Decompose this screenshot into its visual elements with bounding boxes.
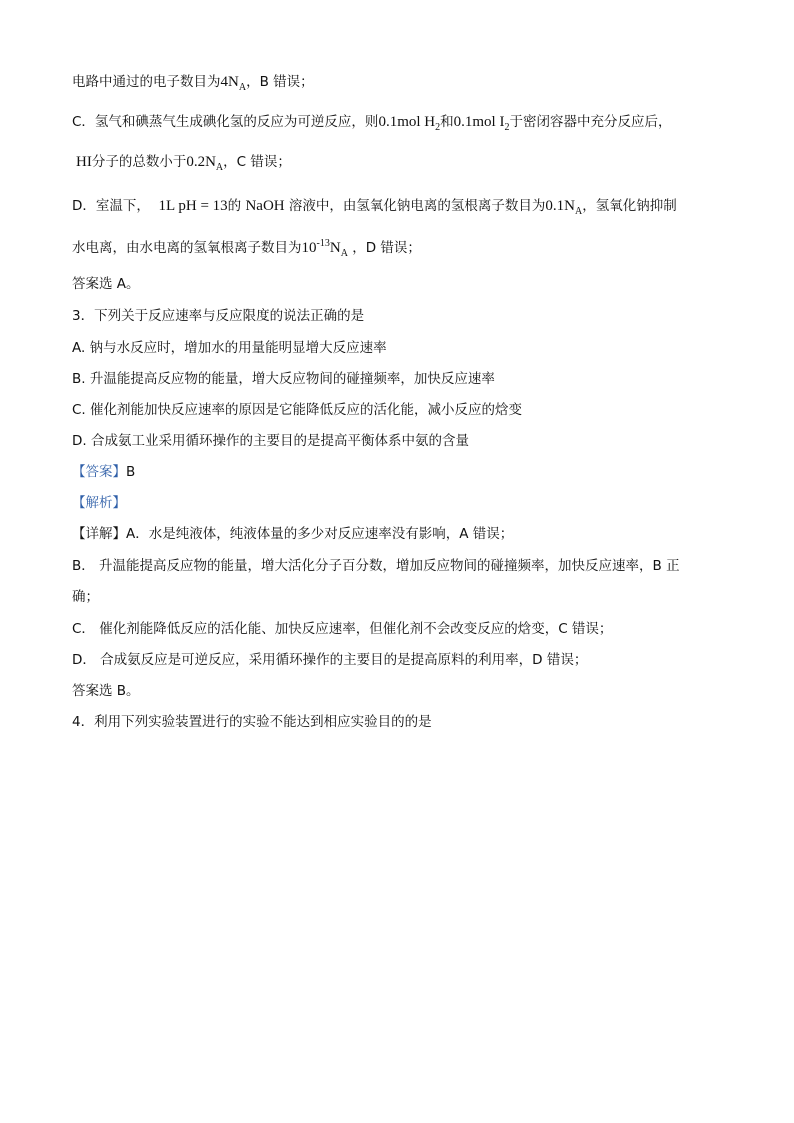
text: 答案选 A。 bbox=[72, 276, 140, 292]
math-i2: 0.1mol I bbox=[453, 114, 505, 130]
text: D． 合成氨反应是可逆反应，采用循环操作的主要目的是提高原料的利用率，D 错误； bbox=[72, 652, 588, 668]
text: C．氢气和碘蒸气生成碘化氢的反应为可逆反应，则 bbox=[72, 114, 379, 130]
text: 的 bbox=[227, 198, 242, 214]
q3-option-a bbox=[72, 338, 387, 358]
math-4na: 4N bbox=[220, 74, 239, 90]
math-subscript: A bbox=[340, 248, 348, 259]
q3-answer-tag-line bbox=[72, 462, 135, 482]
text: D．室温下， bbox=[72, 198, 150, 214]
text: D. 合成氨工业采用循环操作的主要目的是提高平衡体系中氨的含量 bbox=[72, 433, 469, 449]
text: ，C 错误； bbox=[223, 154, 291, 170]
math-superscript: -13 bbox=[316, 238, 330, 249]
math-subscript: 2 bbox=[504, 122, 510, 133]
math-0-2na: 0.2N bbox=[186, 154, 216, 170]
text: 3．下列关于反应速率与反应限度的说法正确的是 bbox=[72, 308, 365, 324]
text: 和 bbox=[440, 114, 454, 130]
q4-stem bbox=[72, 712, 432, 732]
text: 水电离，由水电离的氢氧根离子数目为 bbox=[72, 240, 302, 256]
q3-stem bbox=[72, 306, 364, 326]
q3-detail-c bbox=[72, 619, 612, 639]
q3-option-c bbox=[72, 400, 522, 420]
text: C． 催化剂能降低反应的活化能、加快反应速率，但催化剂不会改变反应的焓变，C 错误； bbox=[72, 621, 613, 637]
detail-tag: 【详解】 bbox=[72, 526, 126, 542]
q2-answer-line bbox=[72, 274, 140, 294]
q3-detail-d bbox=[72, 650, 587, 670]
text: 确； bbox=[72, 589, 99, 605]
text: 4．利用下列实验装置进行的实验不能达到相应实验目的的是 bbox=[72, 714, 432, 730]
text: B. 升温能提高反应物的能量，增大反应物间的碰撞频率，加快反应速率 bbox=[72, 371, 495, 387]
q3-analysis-tag-line bbox=[72, 493, 126, 513]
q3-detail-b-line1 bbox=[72, 556, 680, 576]
text: 于密闭容器中充分反应后， bbox=[509, 114, 672, 130]
text: ，B 错误； bbox=[246, 74, 314, 90]
math-subscript: 2 bbox=[435, 122, 441, 133]
math-subscript: A bbox=[238, 82, 247, 93]
text: ，氢氧化钠抑制 bbox=[582, 198, 677, 214]
answer-tag: 【答案】 bbox=[72, 464, 126, 480]
answer-value: B bbox=[126, 464, 136, 480]
math-subscript: A bbox=[575, 206, 583, 217]
text: 分子的总数小于 bbox=[91, 154, 187, 170]
text: C. 催化剂能加快反应速率的原因是它能降低反应的活化能，减小反应的焓变 bbox=[72, 402, 523, 418]
math-subscript: A bbox=[215, 162, 224, 173]
text: A．水是纯液体，纯液体量的多少对反应速率没有影响，A 错误； bbox=[126, 526, 514, 542]
text: B． 升温能提高反应物的能量，增大活化分子百分数，增加反应物间的碰撞频率，加快反应速率，B 正 bbox=[72, 558, 680, 574]
q2-option-d-explanation-line2 bbox=[72, 238, 421, 260]
text: 电路中通过的电子数目为 bbox=[72, 74, 221, 90]
q2-option-c-explanation-line1 bbox=[72, 112, 671, 134]
q2-option-c-explanation-line2 bbox=[76, 152, 291, 174]
math-h2: 0.1mol H bbox=[378, 114, 436, 130]
math-0-1na: 0.1N bbox=[545, 198, 575, 214]
math-10-13: 10 bbox=[301, 240, 317, 256]
q2-option-b-explanation bbox=[72, 72, 314, 94]
q3-detail-a bbox=[72, 524, 513, 544]
text: ，D 错误； bbox=[352, 240, 421, 256]
text: 答案选 B。 bbox=[72, 683, 140, 699]
math-n: N bbox=[329, 240, 341, 256]
analysis-tag: 【解析】 bbox=[72, 495, 126, 511]
text: 溶液中，由氢氧化钠电离的氢根离子数目为 bbox=[288, 198, 546, 214]
text: A. 钠与水反应时，增加水的用量能明显增大反应速率 bbox=[72, 340, 387, 356]
q3-detail-b-line2 bbox=[72, 587, 99, 607]
q3-answer-line bbox=[72, 681, 140, 701]
math-naoh: NaOH bbox=[245, 198, 285, 214]
q3-option-d bbox=[72, 431, 469, 451]
math-1l-ph13: 1L pH = 13 bbox=[158, 198, 228, 214]
math-hi: HI bbox=[76, 154, 92, 170]
q2-option-d-explanation-line1 bbox=[72, 196, 677, 218]
q3-option-b bbox=[72, 369, 495, 389]
